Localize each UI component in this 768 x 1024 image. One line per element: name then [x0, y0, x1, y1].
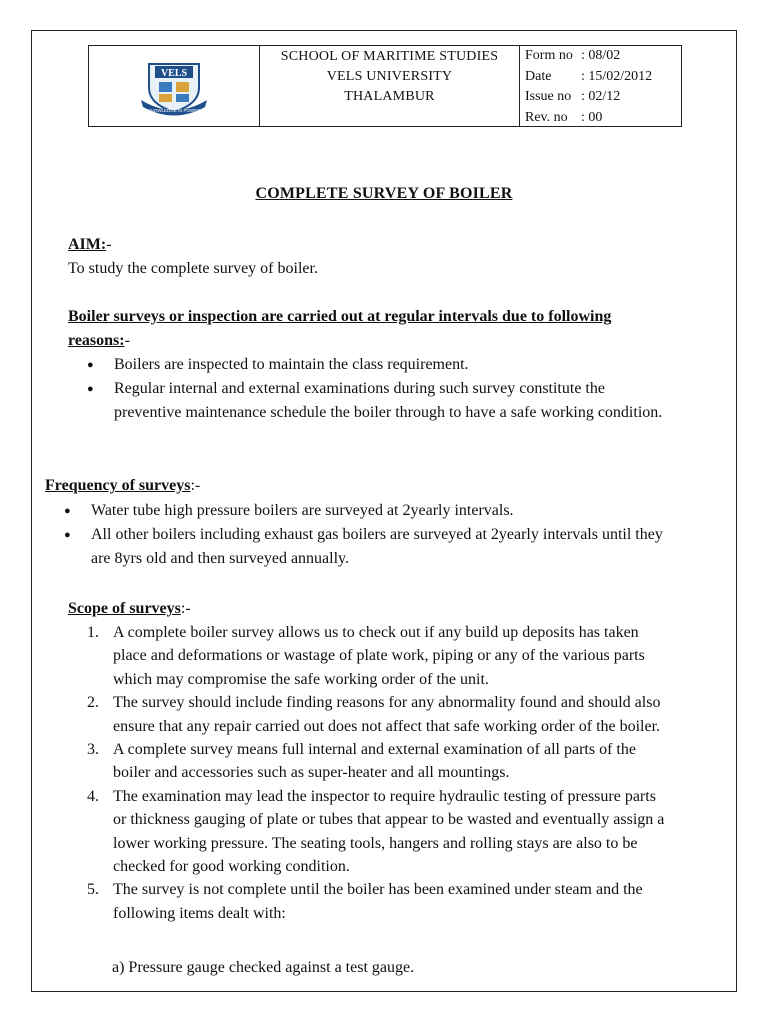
scope-list	[87, 621, 664, 925]
bullet-icon: ●	[64, 529, 71, 541]
meta-issue-no: Issue no : 02/12	[525, 89, 621, 104]
list-item: 4. The examination may lead the inspector to require hydraulic testing of pressure parts or thickness gauging of plate or tubes that appear to be wasted and eventually assign a lower working pressure. The seating tools, hangers and rolling stays are also to be checked for good working condition.	[87, 787, 665, 876]
campus-name: THALAMBUR	[344, 89, 435, 104]
bullet-icon: ●	[87, 383, 94, 395]
scope-subitem-a: a) Pressure gauge checked against a test gauge.	[112, 959, 415, 976]
reasons-heading: Boiler surveys or inspection are carried out at regular intervals due to following reasons:-	[68, 308, 612, 349]
svg-text:KNOWLEDGE IS POWER: KNOWLEDGE IS POWER	[147, 108, 201, 113]
meta-rev-no: Rev. no : 00	[525, 109, 603, 125]
document-title: COMPLETE SURVEY OF BOILER	[255, 185, 513, 202]
aim-text: To study the complete survey of boiler.	[68, 260, 318, 277]
bullet-icon: ●	[87, 359, 94, 371]
institution-block	[260, 46, 520, 126]
aim-heading: AIM:	[68, 236, 107, 253]
frequency-heading: Frequency of surveys:-	[45, 477, 201, 494]
logo-cell	[89, 46, 260, 126]
university-name: VELS UNIVERSITY	[326, 69, 453, 84]
frequency-list	[59, 499, 663, 571]
svg-text:VELS: VELS	[160, 68, 188, 79]
vels-university-logo	[137, 54, 211, 118]
form-meta	[520, 46, 681, 126]
list-item: 5. The survey is not complete until the boiler has been examined under steam and the following items dealt with:	[87, 881, 643, 922]
list-item: 3. A complete survey means full internal and external examination of all parts of the boiler and accessories such as super-heater and all mountings.	[87, 741, 636, 782]
list-item: 2. The survey should include finding reasons for any abnormality found and should also ensure that any repair carried out does not affect that safe working order of the boiler.	[87, 694, 661, 735]
meta-date: Date : 15/02/2012	[525, 68, 653, 84]
list-item: 1. A complete boiler survey allows us to check out if any build up deposits has taken place and deformations or wastage of plate work, piping or any of the various parts which may compromise the safe working order of the unit.	[87, 624, 645, 688]
school-name: SCHOOL OF MARITIME STUDIES	[280, 49, 499, 64]
list-item: ● All other boilers including exhaust gas boilers are surveyed at 2yearly intervals until they are 8yrs old and then surveyed annually.	[59, 523, 663, 571]
scope-heading: Scope of surveys:-	[68, 600, 191, 617]
list-item: ● Water tube high pressure boilers are surveyed at 2yearly intervals.	[59, 499, 663, 523]
bullet-icon: ●	[64, 505, 71, 517]
list-item: ● Boilers are inspected to maintain the class requirement.	[82, 353, 662, 377]
document-header	[88, 45, 682, 127]
reasons-list	[82, 353, 662, 425]
aim-section: AIM:- To study the complete survey of boiler.	[68, 233, 318, 281]
meta-form-no: Form no : 08/02	[525, 48, 621, 63]
list-item: ● Regular internal and external examinations during such survey constitute the preventive maintenance schedule the boiler through to have a safe working condition.	[82, 377, 662, 425]
